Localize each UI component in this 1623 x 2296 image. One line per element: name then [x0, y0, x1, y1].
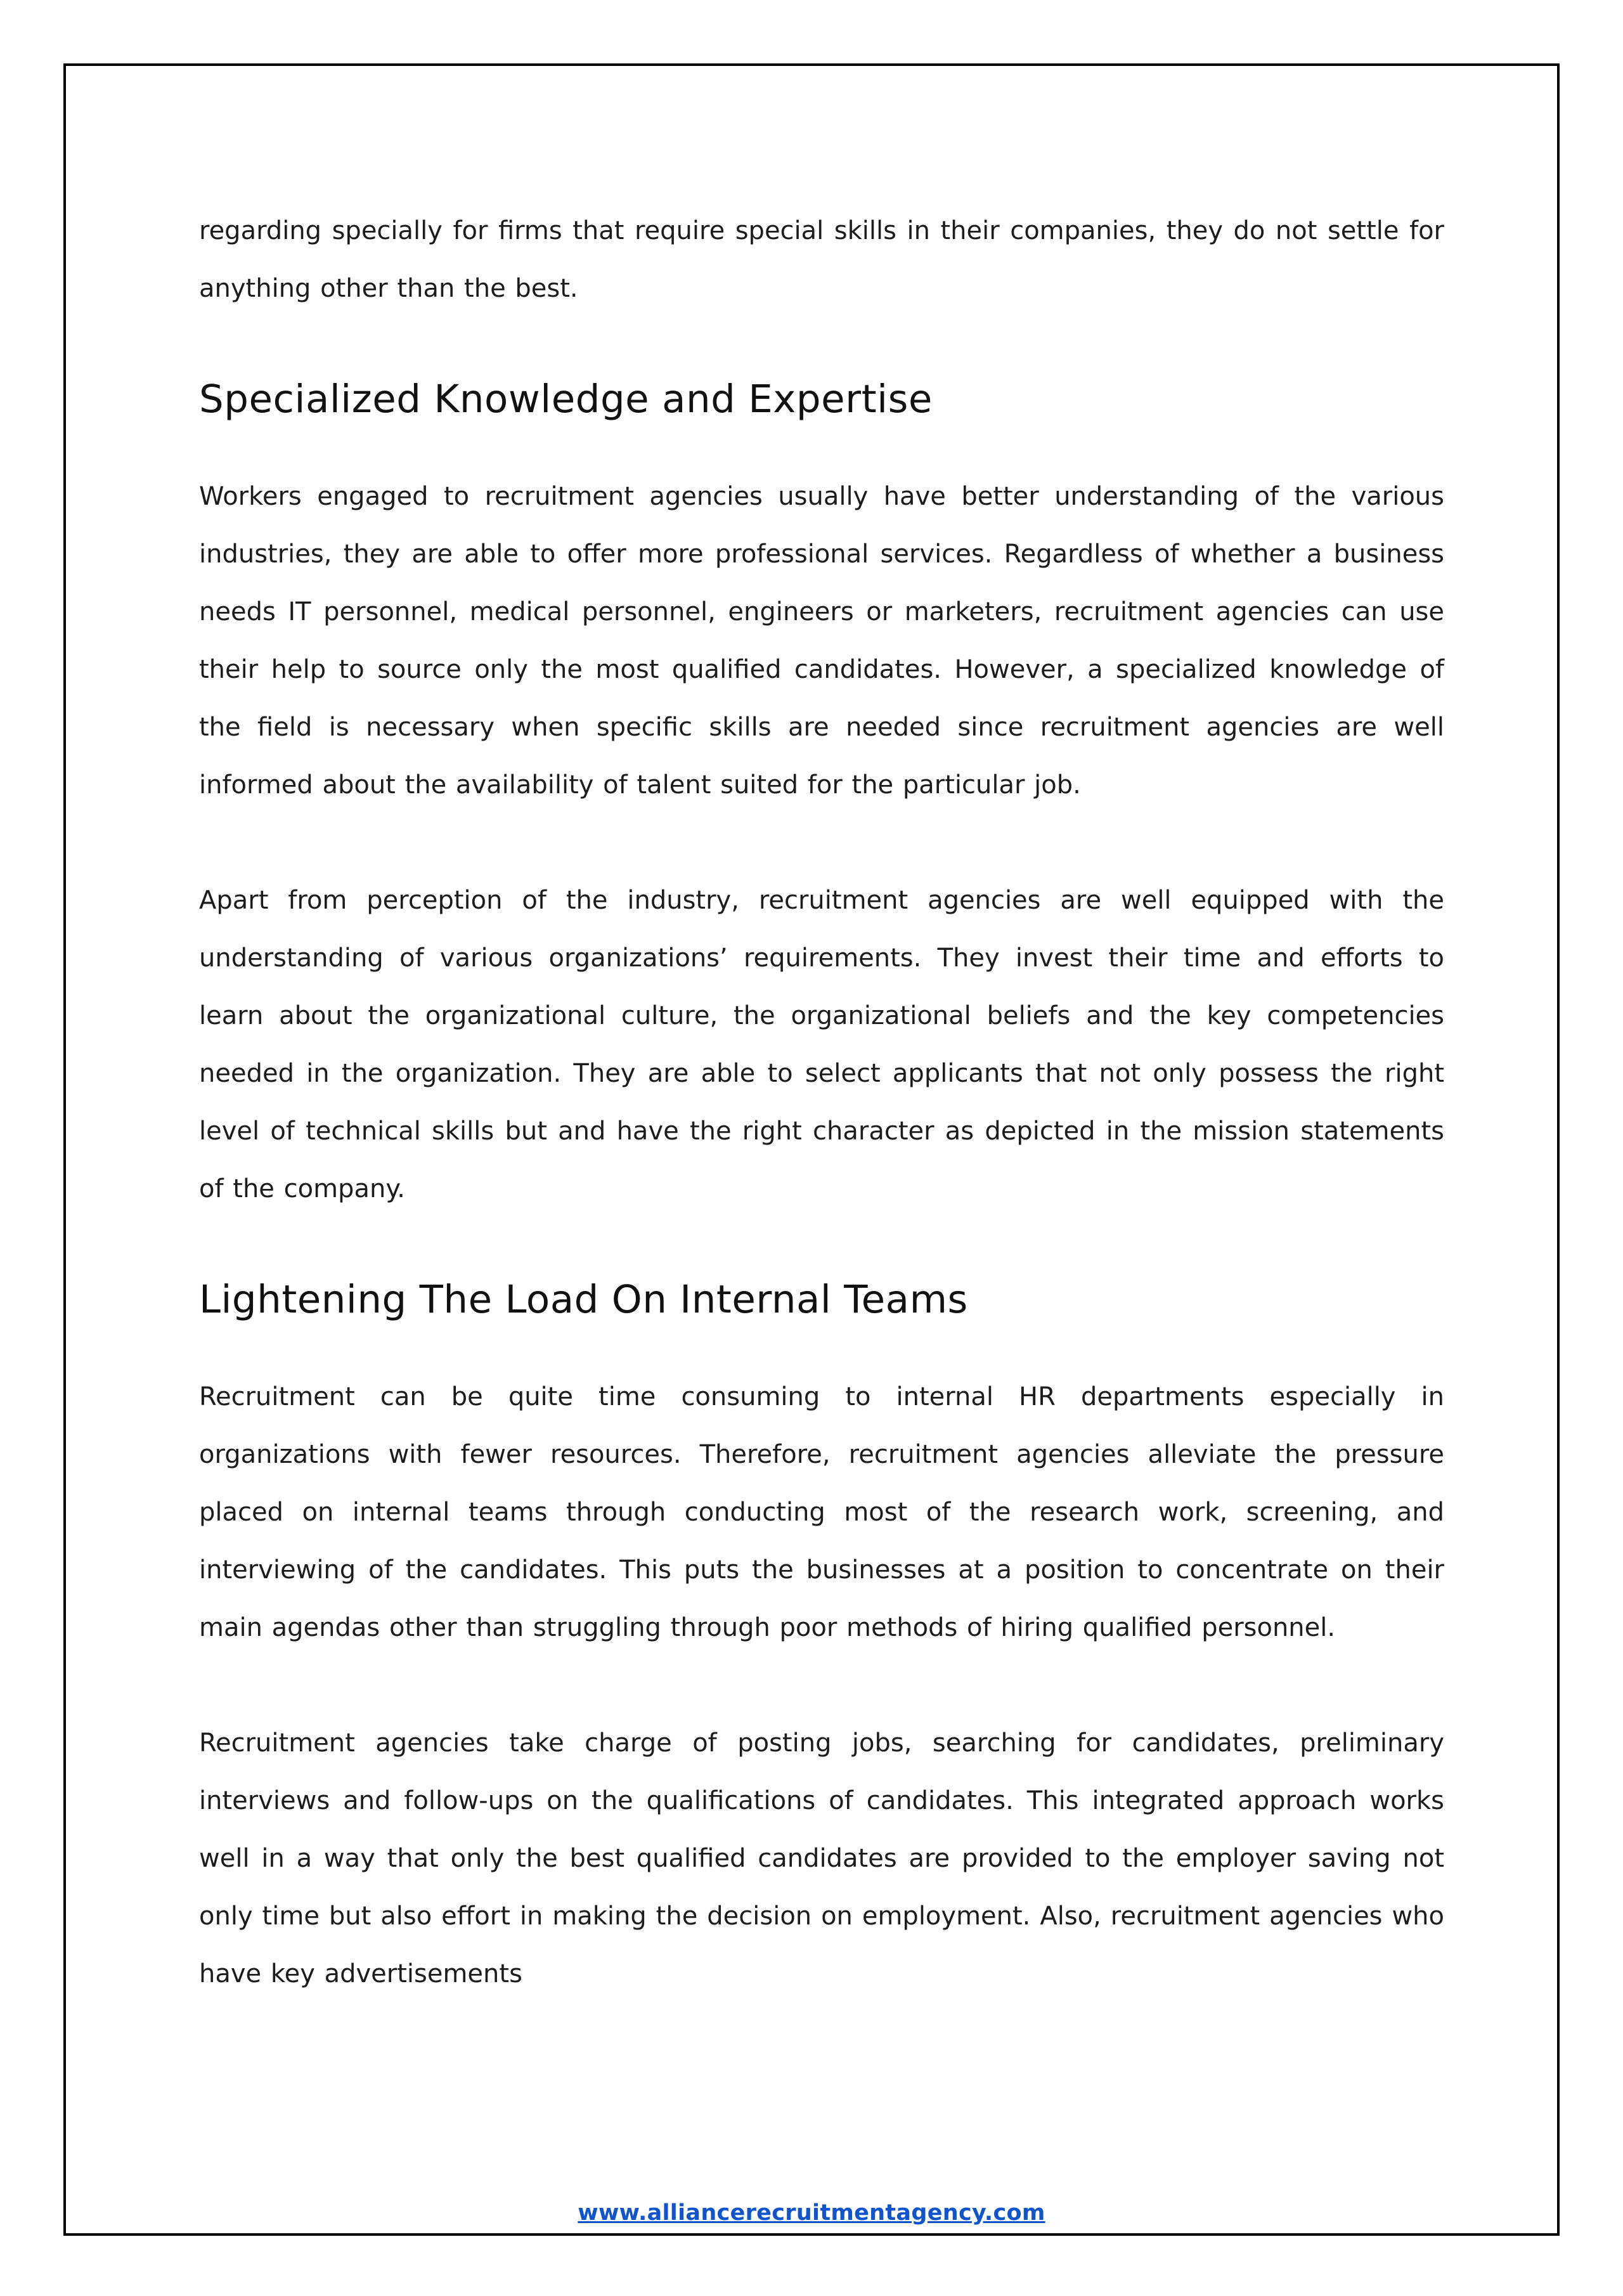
footer-link[interactable]: www.alliancerecruitmentagency.com	[578, 2200, 1045, 2226]
paragraph: Recruitment can be quite time consuming to internal HR departments especially in organizations with fewer resources. Therefore, recruitment agencies alleviate the pressure placed on internal teams through conducting most of the research work, screening, and interviewing of the candidates. This puts the businesses at a position to concentrate on their main agendas other than struggling through poor methods of hiring qualified personnel.	[199, 1382, 1444, 1642]
intro-paragraph: regarding specially for firms that require special skills in their companies, they do not settle for anything other than the best.	[199, 216, 1444, 303]
paragraph: Apart from perception of the industry, recruitment agencies are well equipped with the understanding of various organizations’ requirements. They invest their time and efforts to learn about the organizational culture, the organizational beliefs and the key competencies needed in the organization. They are able to select applicants that not only possess the right level of technical skills but and have the right character as depicted in the mission statements of the company.	[199, 886, 1444, 1203]
page-footer	[66, 2200, 1557, 2226]
section-heading-specialized-knowledge: Specialized Knowledge and Expertise	[199, 377, 933, 422]
paragraph: Workers engaged to recruitment agencies usually have better understanding of the various industries, they are able to offer more professional services. Regardless of whether a business needs IT personnel, medical personnel, engineers or marketers, recruitment agencies can use their help to source only the most qualified candidates. However, a specialized knowledge of the field is necessary when specific skills are needed since recruitment agencies are well informed about the availability of talent suited for the particular job.	[199, 482, 1444, 800]
section-heading-lightening-load: Lightening The Load On Internal Teams	[199, 1277, 968, 1322]
paragraph: Recruitment agencies take charge of posting jobs, searching for candidates, preliminary interviews and follow-ups on the qualifications of candidates. This integrated approach works well in a way that only the best qualified candidates are provided to the employer saving not only time but also effort in making the decision on employment. Also, recruitment agencies who have key advertisements	[199, 1728, 1444, 1988]
page-border-frame	[63, 63, 1560, 2236]
